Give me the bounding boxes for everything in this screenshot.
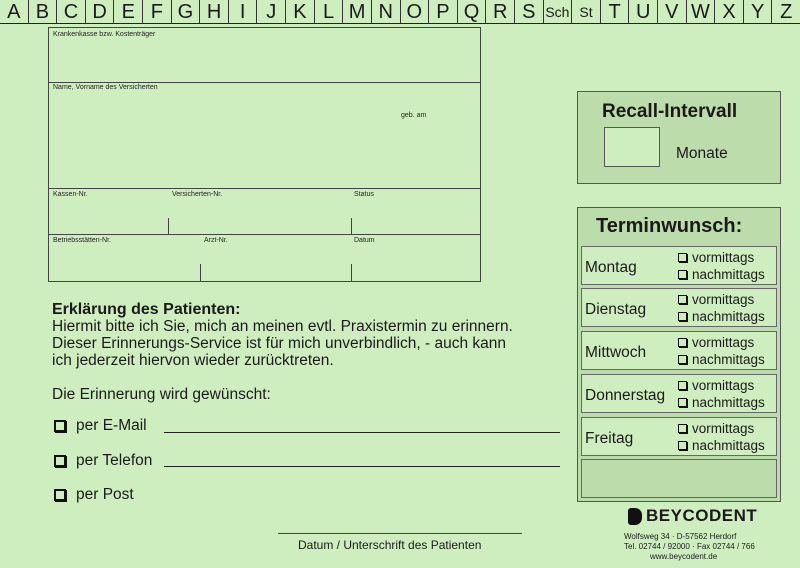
index-letter[interactable]: B — [29, 0, 58, 23]
index-letter[interactable]: W — [687, 0, 716, 23]
index-letter[interactable]: Z — [780, 0, 793, 23]
index-letter[interactable]: Y — [744, 0, 773, 23]
reminder-wish-label: Die Erinnerung wird gewünscht: — [52, 386, 271, 403]
slot-label: nachmittags — [692, 438, 765, 453]
recall-panel — [577, 91, 781, 184]
recall-months-input[interactable] — [604, 127, 660, 167]
slot-afternoon[interactable] — [678, 395, 765, 410]
phone-input-line[interactable] — [164, 466, 560, 467]
insurance-card-field[interactable] — [48, 27, 481, 282]
checkbox[interactable] — [678, 295, 687, 304]
day-row-donnerstag — [581, 374, 777, 413]
day-label: Freitag — [585, 430, 634, 447]
slot-label: vormittags — [692, 292, 755, 307]
email-input-line[interactable] — [164, 432, 560, 433]
index-letter[interactable]: Sch — [544, 0, 573, 23]
status-label: Status — [354, 191, 374, 198]
checkbox[interactable] — [678, 398, 687, 407]
appointment-preference-panel — [577, 207, 781, 502]
index-letter[interactable]: H — [200, 0, 229, 23]
day-label: Montag — [585, 259, 637, 276]
slot-afternoon[interactable] — [678, 267, 765, 282]
kasse-label: Krankenkasse bzw. Kostenträger — [53, 31, 156, 38]
checkbox[interactable] — [678, 312, 687, 321]
brand-address: Wolfsweg 34 · D-57562 Herdorf — [624, 532, 737, 541]
option-phone[interactable] — [54, 452, 152, 470]
slot-morning[interactable] — [678, 292, 754, 307]
recall-title: Recall-Intervall — [602, 101, 738, 122]
index-letter[interactable]: V — [658, 0, 687, 23]
brand-logo — [628, 506, 757, 526]
checkbox[interactable] — [54, 455, 66, 467]
brand-name: BEYCODENT — [646, 506, 758, 525]
dob-label: geb. am — [401, 112, 427, 119]
appointment-title: Terminwunsch: — [596, 215, 743, 237]
index-letter[interactable]: R — [486, 0, 515, 23]
checkbox[interactable] — [678, 338, 687, 347]
recall-unit: Monate — [676, 145, 728, 162]
index-letter[interactable]: M — [343, 0, 372, 23]
checkbox[interactable] — [54, 420, 66, 432]
option-post[interactable] — [54, 486, 134, 504]
declaration-text: ich jederzeit hiervon wieder zurücktreten. — [52, 352, 334, 369]
index-letter[interactable]: Q — [458, 0, 487, 23]
index-letter[interactable]: U — [629, 0, 658, 23]
option-label: per Telefon — [76, 452, 153, 469]
slot-afternoon[interactable] — [678, 438, 765, 453]
slot-morning[interactable] — [678, 421, 754, 436]
index-letter[interactable]: T — [601, 0, 630, 23]
day-label: Dienstag — [585, 301, 647, 318]
option-email[interactable] — [54, 417, 147, 435]
declaration-text: Hiermit bitte ich Sie, mich an meinen evtl. Praxistermin zu erinnern. — [52, 318, 513, 335]
index-letter[interactable]: P — [429, 0, 458, 23]
checkbox[interactable] — [54, 489, 66, 501]
divider — [49, 188, 480, 189]
index-letter[interactable]: S — [515, 0, 544, 23]
index-letter[interactable]: O — [401, 0, 430, 23]
index-letter[interactable]: E — [114, 0, 143, 23]
checkbox[interactable] — [678, 355, 687, 364]
day-row-freitag — [581, 417, 777, 456]
day-row-mittwoch — [581, 331, 777, 370]
slot-afternoon[interactable] — [678, 309, 765, 324]
checkbox[interactable] — [678, 253, 687, 262]
index-letter[interactable]: A — [0, 0, 29, 23]
slot-morning[interactable] — [678, 335, 754, 350]
divider — [49, 82, 480, 83]
slot-afternoon[interactable] — [678, 352, 765, 367]
index-letter[interactable]: D — [86, 0, 115, 23]
divider — [168, 218, 169, 235]
index-letter[interactable]: G — [172, 0, 201, 23]
declaration-text: Dieser Erinnerungs-Service ist für mich unverbindlich, - auch kann — [52, 335, 507, 352]
option-label: per Post — [76, 486, 134, 503]
betriebsstaetten-label: Betriebsstätten-Nr. — [53, 237, 111, 244]
brand-mark-icon — [628, 508, 642, 525]
slot-morning[interactable] — [678, 250, 754, 265]
divider — [49, 234, 480, 235]
index-letter[interactable]: X — [715, 0, 744, 23]
day-label: Mittwoch — [585, 344, 647, 361]
day-row-dienstag — [581, 288, 777, 327]
datum-label: Datum — [354, 237, 375, 244]
index-letter[interactable]: N — [372, 0, 401, 23]
index-letter[interactable]: St — [572, 0, 601, 23]
alphabet-index — [0, 0, 800, 24]
slot-morning[interactable] — [678, 378, 754, 393]
slot-label: nachmittags — [692, 352, 765, 367]
slot-label: nachmittags — [692, 267, 765, 282]
declaration-title: Erklärung des Patienten: — [52, 301, 241, 318]
option-label: per E-Mail — [76, 417, 147, 434]
empty-row — [581, 459, 777, 498]
index-letter[interactable]: K — [286, 0, 315, 23]
arzt-label: Arzt-Nr. — [204, 237, 228, 244]
index-letter[interactable]: F — [143, 0, 172, 23]
index-letter[interactable]: L — [315, 0, 344, 23]
checkbox[interactable] — [678, 441, 687, 450]
index-letter[interactable]: J — [257, 0, 286, 23]
day-row-montag — [581, 246, 777, 285]
divider — [351, 264, 352, 281]
slot-label: vormittags — [692, 421, 755, 436]
kassen-nr-label: Kassen-Nr. — [53, 191, 88, 198]
slot-label: vormittags — [692, 250, 755, 265]
brand-phone: Tel. 02744 / 92000 · Fax 02744 / 766 — [624, 542, 755, 551]
versicherten-nr-label: Versicherten-Nr. — [172, 191, 223, 198]
slot-label: vormittags — [692, 378, 755, 393]
divider — [351, 218, 352, 235]
slot-label: vormittags — [692, 335, 755, 350]
signature-line[interactable] — [278, 533, 522, 534]
brand-web: www.beycodent.de — [650, 552, 718, 561]
index-letter[interactable]: C — [57, 0, 86, 23]
checkbox[interactable] — [678, 424, 687, 433]
divider — [200, 264, 201, 281]
signature-label: Datum / Unterschrift des Patienten — [298, 538, 482, 552]
index-letter[interactable]: I — [229, 0, 258, 23]
day-label: Donnerstag — [585, 387, 666, 404]
checkbox[interactable] — [678, 270, 687, 279]
slot-label: nachmittags — [692, 309, 765, 324]
name-label: Name, Vorname des Versicherten — [53, 84, 158, 91]
checkbox[interactable] — [678, 381, 687, 390]
slot-label: nachmittags — [692, 395, 765, 410]
